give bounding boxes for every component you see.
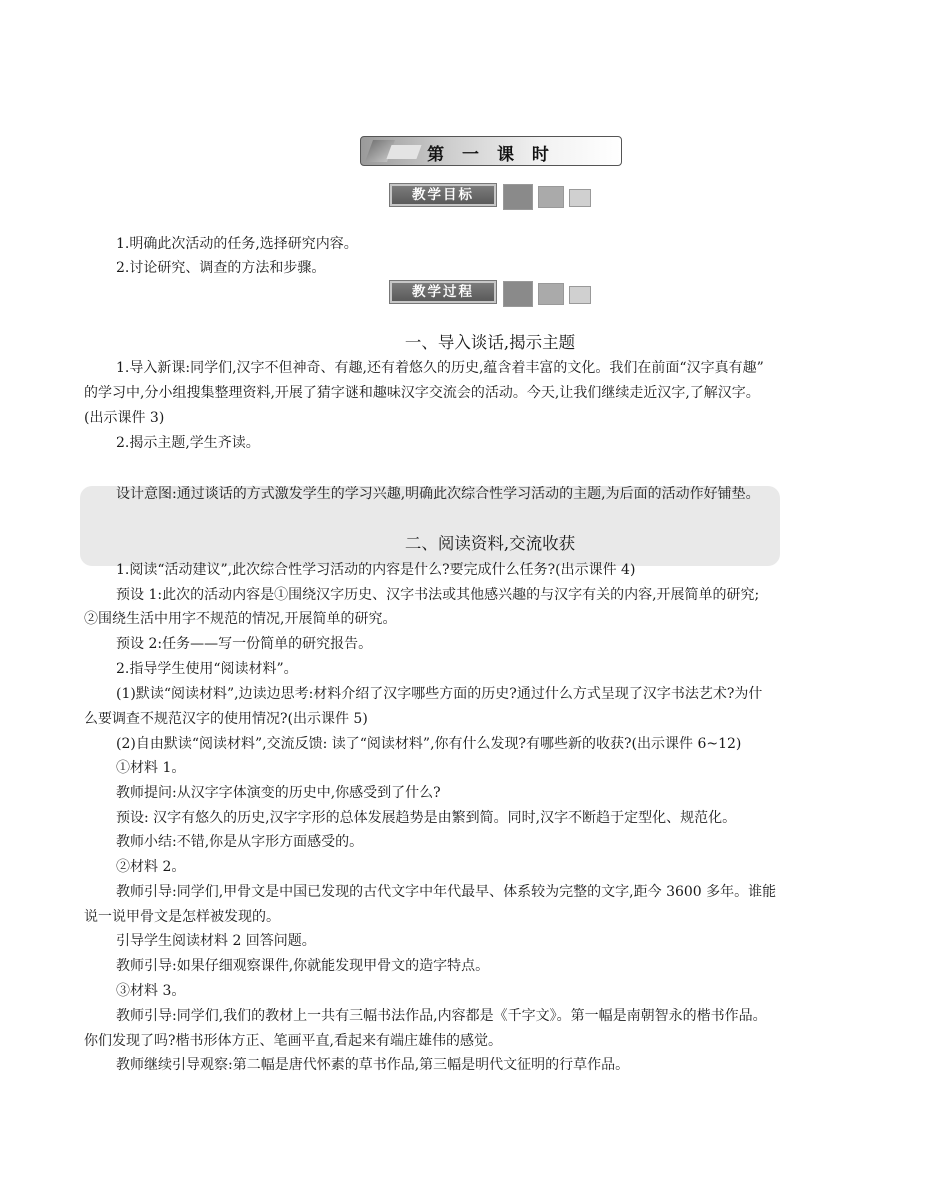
body-line: ②材料 2。 <box>116 859 186 875</box>
section-heading: 二、阅读资料,交流收获 <box>404 534 576 553</box>
lesson-title-banner <box>360 136 622 166</box>
process-label: 教学过程 <box>390 281 496 303</box>
body-line: (1)默读“阅读材料”,边读边思考:材料介绍了汉字哪些方面的历史?通过什么方式呈现了汉字书法艺术?为什 <box>116 686 763 702</box>
label-deco-square <box>569 286 591 304</box>
body-line: 的学习中,分小组搜集整理资料,开展了猜字谜和趣味汉字交流会的活动。今天,让我们继续走近汉字,了解汉字。 <box>84 385 760 401</box>
body-line: ②围绕生活中用字不规范的情况,开展简单的研究。 <box>84 611 397 627</box>
body-line: 预设 2:任务——写一份简单的研究报告。 <box>116 636 373 652</box>
body-line: ③材料 3。 <box>116 983 186 999</box>
body-line: ①材料 1。 <box>116 760 186 776</box>
body-line: 2.指导学生使用“阅读材料”。 <box>116 661 298 677</box>
label-deco-square <box>503 184 533 210</box>
objective-item: 1.明确此次活动的任务,选择研究内容。 <box>116 236 358 252</box>
body-line: 教师引导:如果仔细观察课件,你就能发现甲骨文的造字特点。 <box>116 958 490 974</box>
body-line: (2)自由默读“阅读材料”,交流反馈: 读了“阅读材料”,你有什么发现?有哪些新的收获?(出示课件 6~12) <box>116 736 742 752</box>
body-line: (出示课件 3) <box>84 410 165 426</box>
label-deco-square <box>503 281 533 307</box>
label-deco-square <box>538 186 564 208</box>
body-line: 引导学生阅读材料 2 回答问题。 <box>116 933 316 949</box>
body-line: 1.导入新课:同学们,汉字不但神奇、有趣,还有着悠久的历史,蕴含着丰富的文化。我们在前面“汉字真有趣” <box>116 360 764 376</box>
body-line: 2.揭示主题,学生齐读。 <box>116 435 260 451</box>
body-line: 1.阅读“活动建议”,此次综合性学习活动的内容是什么?要完成什么任务?(出示课件 4) <box>116 562 636 578</box>
body-line: 教师继续引导观察:第二幅是唐代怀素的草书作品,第三幅是明代文征明的行草作品。 <box>116 1057 630 1073</box>
body-line: 么要调查不规范汉字的使用情况?(出示课件 5) <box>84 711 368 727</box>
objective-item: 2.讨论研究、调查的方法和步骤。 <box>116 260 326 276</box>
body-line: 教师引导:同学们,甲骨文是中国已发现的古代文字中年代最早、体系较为完整的文字,距今 3600 多年。谁能 <box>116 884 777 900</box>
body-line: 预设: 汉字有悠久的历史,汉字字形的总体发展趋势是由繁到简。同时,汉字不断趋于定型化、规范化。 <box>116 810 737 826</box>
body-line: 教师提问:从汉字字体演变的历史中,你感受到了什么? <box>116 785 441 801</box>
body-line: 说一说甲骨文是怎样被发现的。 <box>84 909 280 925</box>
body-line: 教师小结:不错,你是从字形方面感受的。 <box>116 834 364 850</box>
section-heading: 一、导入谈话,揭示主题 <box>404 333 576 352</box>
label-deco-square <box>569 189 591 207</box>
body-line: 预设 1:此次的活动内容是①围绕汉字历史、汉字书法或其他感兴趣的与汉字有关的内容,开展简单的研究; <box>116 587 760 603</box>
body-line: 教师引导:同学们,我们的教材上一共有三幅书法作品,内容都是《千字文》。第一幅是南朝智永的楷书作品。 <box>116 1008 767 1024</box>
label-deco-square <box>538 283 564 305</box>
objectives-label: 教学目标 <box>390 184 496 206</box>
body-line: 你们发现了吗?楷书形体方正、笔画平直,看起来有端庄雄伟的感觉。 <box>84 1033 502 1049</box>
design-intent: 设计意图:通过谈话的方式激发学生的学习兴趣,明确此次综合性学习活动的主题,为后面的活动作好铺垫。 <box>116 486 760 502</box>
lesson-title: 第 一 课 时 <box>427 145 555 165</box>
